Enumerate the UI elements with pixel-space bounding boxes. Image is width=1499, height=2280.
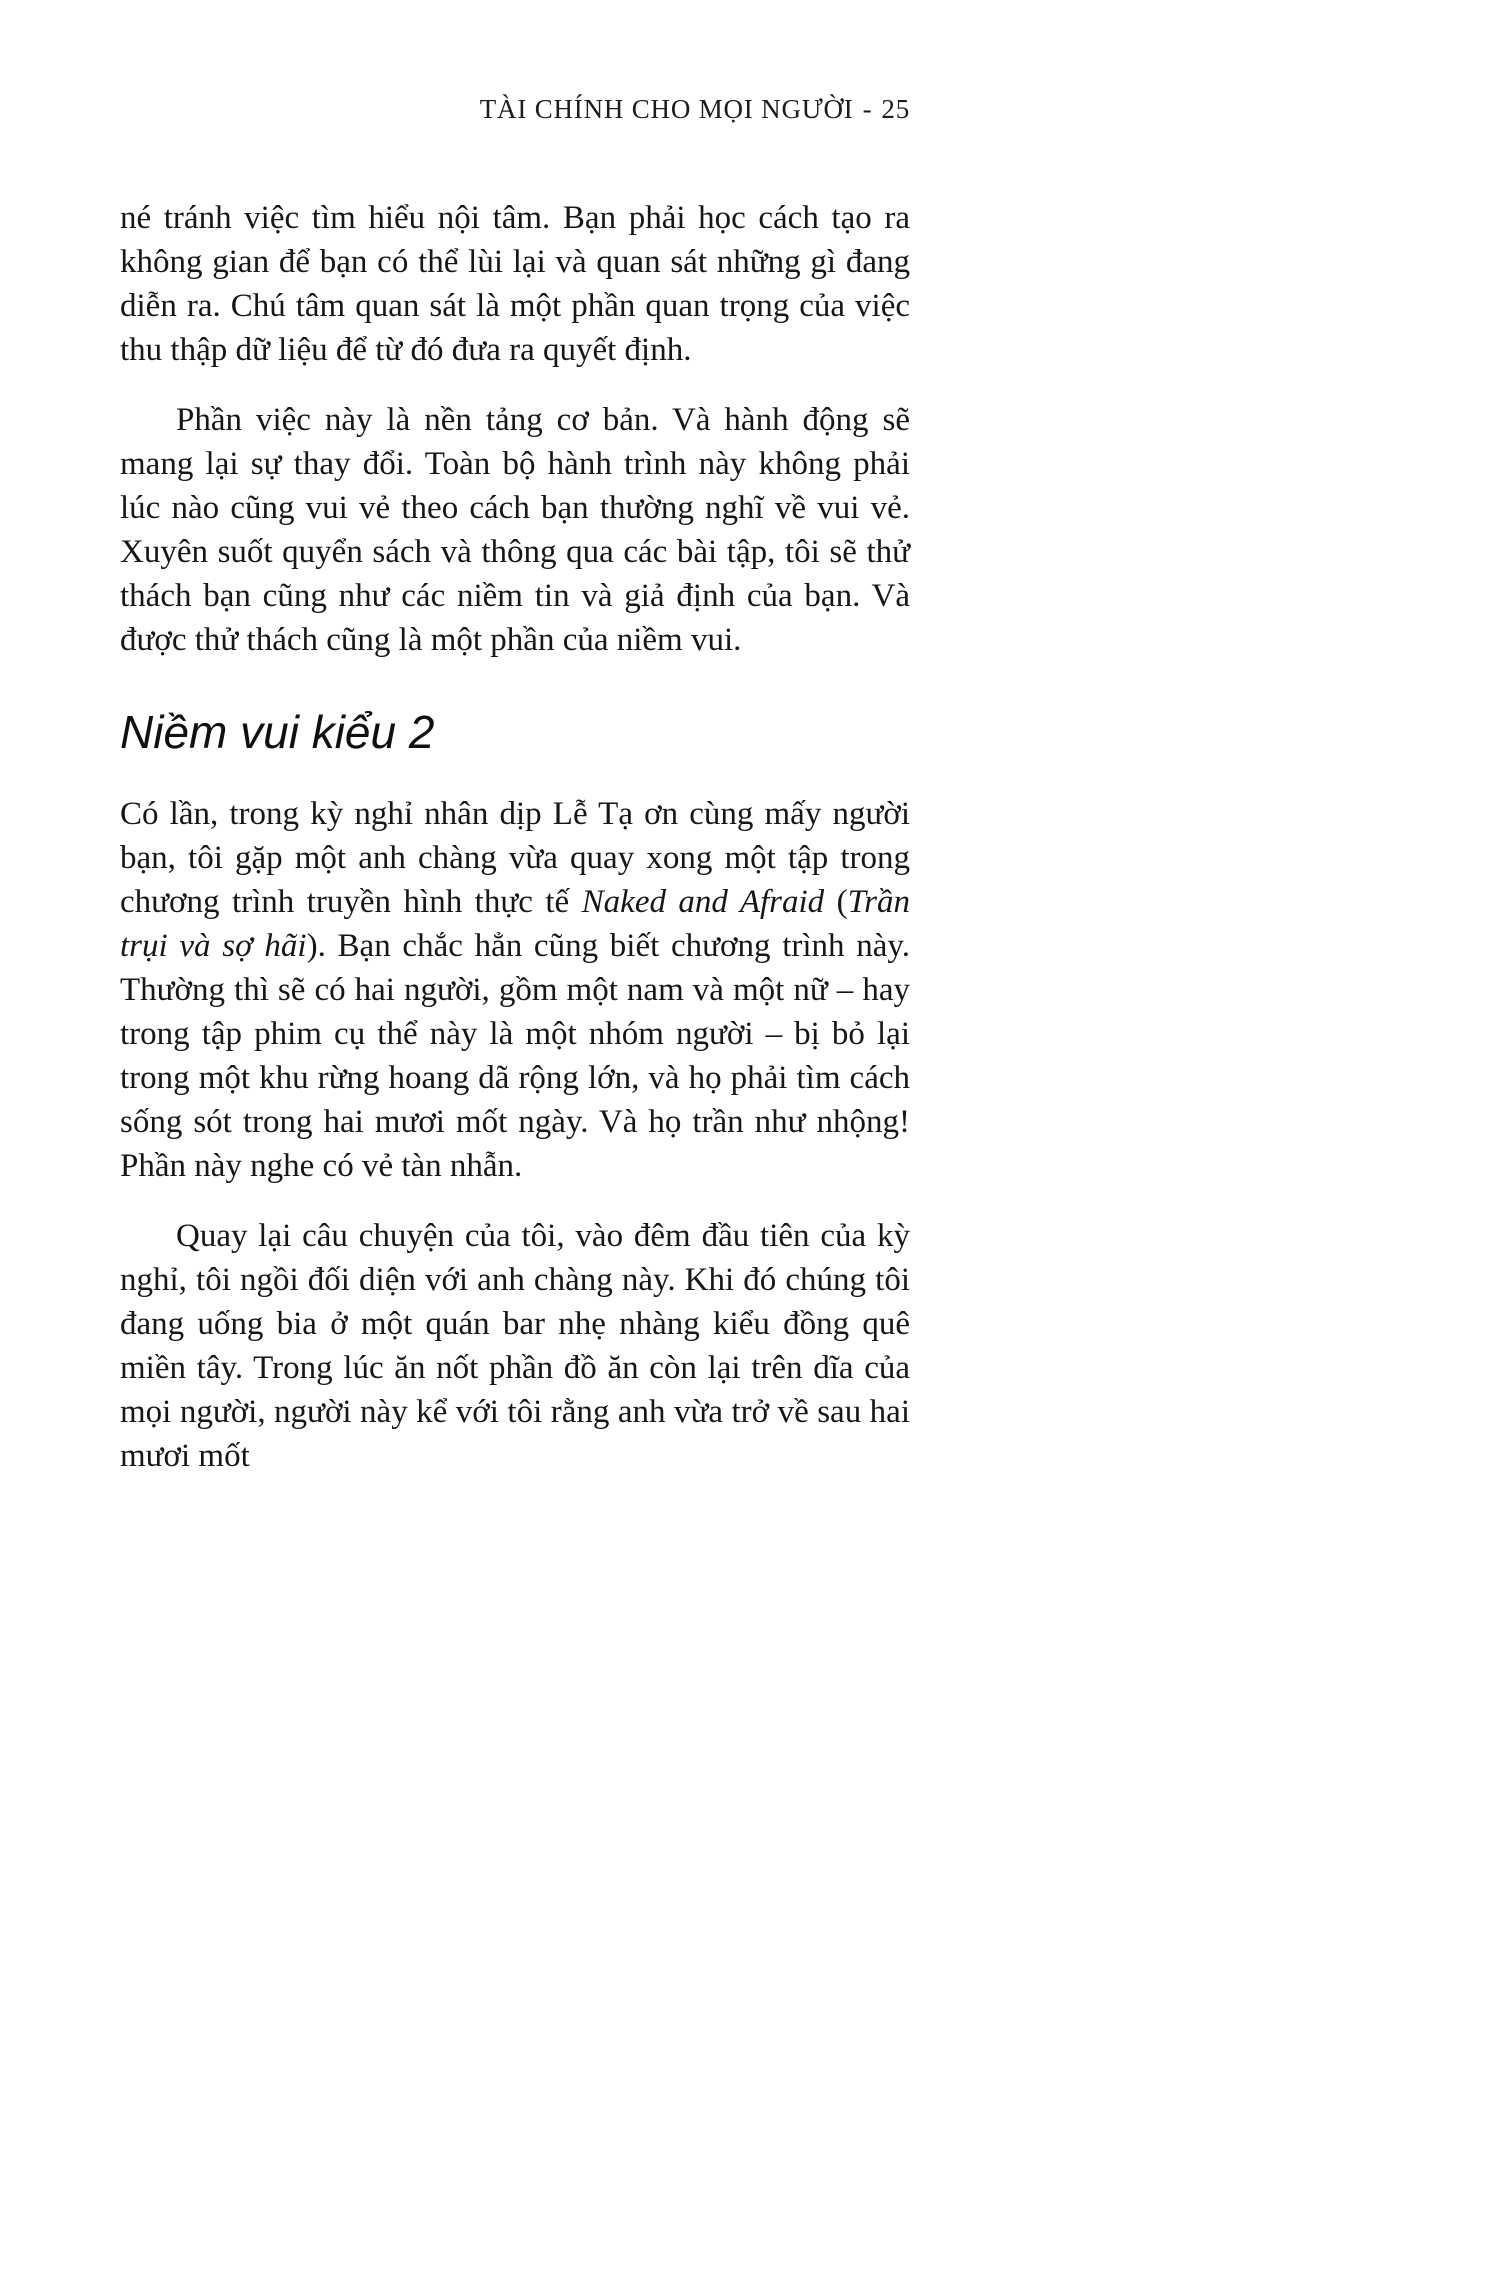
italic-text-segment: Trần trụi và sợ hãi <box>120 884 910 964</box>
paragraph <box>120 1214 910 1478</box>
text-segment: né tránh việc tìm hiểu nội tâm. Bạn phải học cách tạo ra không gian để bạn có thể lùi lại và quan sát những gì đang diễn ra. Chú tâm quan sát là một phần quan trọng của việc thu thập dữ liệu để từ đó đưa ra quyết định. <box>120 200 910 368</box>
text-segment: Quay lại câu chuyện của tôi, vào đêm đầu tiên của kỳ nghỉ, tôi ngồi đối diện với anh chàng này. Khi đó chúng tôi đang uống bia ở một quán bar nhẹ nhàng kiểu đồng quê miền tây. Trong lúc ăn nốt phần đồ ăn còn lại trên dĩa của mọi người, người này kể với tôi rằng anh vừa trở về sau hai mươi mốt <box>120 1218 910 1474</box>
text-segment: Phần việc này là nền tảng cơ bản. Và hành động sẽ mang lại sự thay đổi. Toàn bộ hành trình này không phải lúc nào cũng vui vẻ theo cách bạn thường nghĩ về vui vẻ. Xuyên suốt quyển sách và thông qua các bài tập, tôi sẽ thử thách bạn cũng như các niềm tin và giả định của bạn. Và được thử thách cũng là một phần của niềm vui. <box>120 402 910 658</box>
page-number: 25 <box>881 94 910 124</box>
section-heading: Niềm vui kiểu 2 <box>120 706 435 758</box>
running-header-separator: - <box>862 94 873 124</box>
paragraph <box>120 196 910 372</box>
running-header-title: TÀI CHÍNH CHO MỌI NGƯỜI <box>479 94 854 124</box>
paragraph <box>120 398 910 662</box>
page-content <box>120 196 910 1504</box>
text-segment: Có lần, trong kỳ nghỉ nhân dịp Lễ Tạ ơn cùng mấy người bạn, tôi gặp một anh chàng vừa quay xong một tập trong chương trình truyền hình thực tế <box>120 796 910 920</box>
running-header <box>120 94 910 125</box>
paragraph <box>120 792 910 1188</box>
text-segment: ). Bạn chắc hẳn cũng biết chương trình này. Thường thì sẽ có hai người, gồm một nam và một nữ – hay trong tập phim cụ thể này là một nhóm người – bị bỏ lại trong một khu rừng hoang dã rộng lớn, và họ phải tìm cách sống sót trong hai mươi mốt ngày. Và họ trần như nhộng! Phần này nghe có vẻ tàn nhẫn. <box>120 928 910 1184</box>
italic-text-segment: Naked and Afraid <box>581 884 825 920</box>
text-segment: ( <box>824 884 848 920</box>
